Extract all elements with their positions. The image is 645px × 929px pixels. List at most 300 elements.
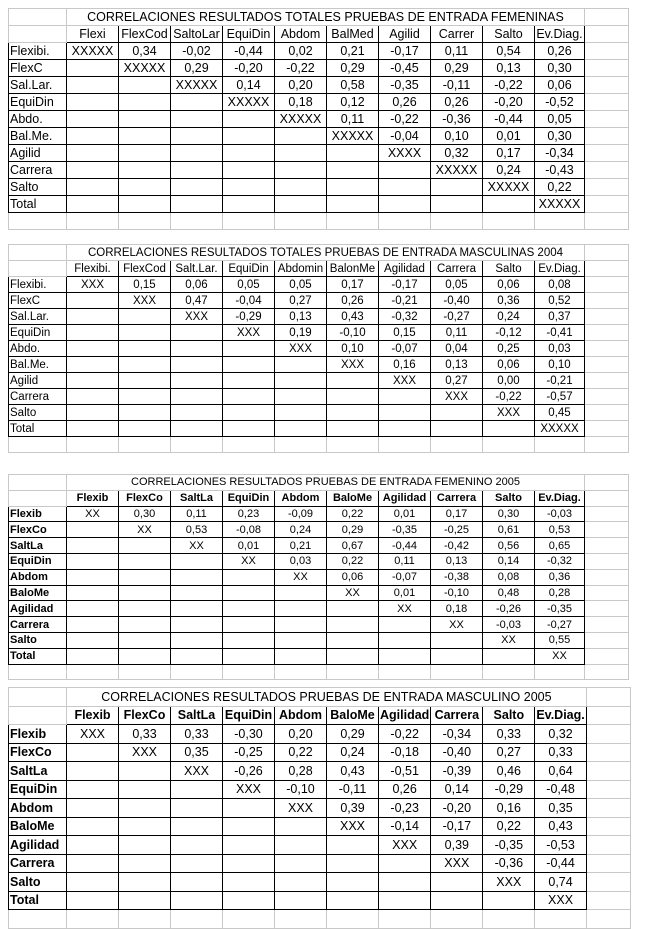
empty-cell[interactable] (586, 743, 630, 762)
correlation-cell[interactable] (431, 179, 483, 196)
correlation-cell[interactable]: 0,06 (483, 277, 535, 293)
column-header[interactable]: SaltoLar (171, 26, 223, 43)
row-label[interactable]: EquiDin (9, 94, 67, 111)
correlation-cell[interactable]: 0,17 (327, 277, 379, 293)
correlation-cell[interactable] (379, 389, 431, 405)
correlation-cell[interactable]: 0,67 (327, 538, 379, 554)
correlation-cell[interactable]: 0,26 (431, 94, 483, 111)
empty-cell[interactable] (275, 437, 327, 453)
diagonal-cell[interactable]: XXXXX (327, 128, 379, 145)
correlation-cell[interactable]: -0,04 (223, 293, 275, 309)
correlation-cell[interactable] (171, 891, 223, 910)
column-header[interactable]: Ev.Diag. (535, 261, 585, 277)
row-label[interactable]: Flexib (9, 725, 67, 744)
correlation-cell[interactable]: -0,10 (327, 325, 379, 341)
column-header[interactable]: Carrera (431, 706, 483, 725)
row-label[interactable]: Abdo. (9, 341, 67, 357)
diagonal-cell[interactable]: XX (171, 538, 223, 554)
correlation-cell[interactable]: 0,22 (535, 179, 585, 196)
correlation-cell[interactable]: 0,39 (431, 836, 483, 855)
correlation-cell[interactable] (67, 389, 119, 405)
row-label[interactable]: Abdom (9, 799, 67, 818)
row-label[interactable]: SaltLa (9, 762, 67, 781)
correlation-cell[interactable]: -0,18 (379, 743, 431, 762)
correlation-cell[interactable] (483, 196, 535, 213)
correlation-cell[interactable]: 0,03 (535, 341, 585, 357)
correlation-cell[interactable]: 0,04 (431, 341, 483, 357)
correlation-cell[interactable] (67, 780, 119, 799)
column-header[interactable]: Agilid (379, 26, 431, 43)
correlation-cell[interactable] (119, 601, 171, 617)
correlation-cell[interactable]: -0,08 (223, 522, 275, 538)
correlation-cell[interactable]: 0,16 (379, 357, 431, 373)
empty-cell[interactable] (431, 664, 483, 680)
correlation-cell[interactable]: -0,22 (275, 60, 327, 77)
correlation-cell[interactable]: 0,29 (327, 725, 379, 744)
correlation-cell[interactable]: -0,57 (535, 389, 585, 405)
column-header[interactable]: SaltLa (171, 706, 223, 725)
correlation-cell[interactable]: 0,13 (431, 357, 483, 373)
correlation-cell[interactable] (431, 196, 483, 213)
correlation-cell[interactable]: 0,17 (431, 506, 483, 522)
correlation-cell[interactable]: -0,27 (431, 309, 483, 325)
empty-cell[interactable] (585, 601, 629, 617)
correlation-cell[interactable]: 0,05 (275, 277, 327, 293)
correlation-cell[interactable] (171, 780, 223, 799)
correlation-cell[interactable] (171, 179, 223, 196)
correlation-cell[interactable] (119, 405, 171, 421)
correlation-cell[interactable] (327, 145, 379, 162)
correlation-cell[interactable]: 0,21 (327, 43, 379, 60)
correlation-cell[interactable]: 0,05 (223, 277, 275, 293)
correlation-cell[interactable]: -0,17 (379, 277, 431, 293)
column-header[interactable]: Carrera (431, 261, 483, 277)
row-label[interactable]: Carrera (9, 854, 67, 873)
diagonal-cell[interactable]: XX (119, 522, 171, 538)
correlation-cell[interactable]: -0,39 (431, 762, 483, 781)
correlation-cell[interactable]: 0,64 (535, 762, 586, 781)
correlation-cell[interactable]: -0,44 (223, 43, 275, 60)
correlation-cell[interactable]: -0,22 (483, 389, 535, 405)
empty-cell[interactable] (586, 706, 630, 725)
correlation-cell[interactable] (119, 77, 171, 94)
correlation-cell[interactable]: 0,46 (483, 762, 535, 781)
diagonal-cell[interactable]: XXXXX (223, 94, 275, 111)
correlation-cell[interactable]: 0,01 (223, 538, 275, 554)
empty-cell[interactable] (9, 437, 67, 453)
correlation-cell[interactable]: -0,41 (535, 325, 585, 341)
correlation-cell[interactable] (223, 145, 275, 162)
empty-cell[interactable] (67, 664, 119, 680)
correlation-cell[interactable] (119, 780, 171, 799)
empty-cell[interactable] (275, 664, 327, 680)
diagonal-cell[interactable]: XX (275, 569, 327, 585)
empty-cell[interactable] (585, 261, 629, 277)
correlation-cell[interactable] (275, 617, 327, 633)
empty-cell[interactable] (9, 664, 67, 680)
correlation-cell[interactable] (379, 162, 431, 179)
correlation-cell[interactable] (379, 873, 431, 892)
correlation-cell[interactable]: 0,30 (483, 506, 535, 522)
correlation-cell[interactable]: 0,35 (171, 743, 223, 762)
correlation-cell[interactable]: -0,45 (379, 60, 431, 77)
empty-cell[interactable] (586, 762, 630, 781)
correlation-cell[interactable]: 0,06 (327, 569, 379, 585)
correlation-cell[interactable]: -0,23 (379, 799, 431, 818)
empty-cell[interactable] (119, 664, 171, 680)
correlation-cell[interactable] (119, 128, 171, 145)
correlation-cell[interactable]: -0,04 (379, 128, 431, 145)
empty-cell[interactable] (585, 421, 629, 437)
correlation-cell[interactable] (67, 891, 119, 910)
diagonal-cell[interactable]: XXX (119, 743, 171, 762)
correlation-cell[interactable]: 0,05 (535, 111, 585, 128)
empty-cell[interactable] (585, 325, 629, 341)
empty-cell[interactable] (586, 891, 630, 910)
empty-cell[interactable] (585, 162, 629, 179)
correlation-cell[interactable] (67, 405, 119, 421)
empty-cell[interactable] (171, 213, 223, 230)
correlation-cell[interactable] (171, 162, 223, 179)
column-header[interactable]: Flexib (67, 490, 119, 506)
correlation-cell[interactable]: 0,13 (275, 309, 327, 325)
row-label[interactable]: Salto (9, 632, 67, 648)
empty-cell[interactable] (585, 617, 629, 633)
row-label[interactable]: Flexibi. (9, 277, 67, 293)
correlation-cell[interactable]: -0,25 (431, 522, 483, 538)
column-header[interactable]: Abdom (275, 706, 327, 725)
correlation-cell[interactable]: 0,33 (119, 725, 171, 744)
column-header[interactable]: EquiDin (223, 26, 275, 43)
empty-cell[interactable] (327, 664, 379, 680)
empty-cell[interactable] (379, 664, 431, 680)
correlation-cell[interactable] (171, 405, 223, 421)
row-label[interactable]: Sal.Lar. (9, 77, 67, 94)
correlation-cell[interactable]: -0,44 (535, 854, 586, 873)
correlation-cell[interactable] (171, 601, 223, 617)
empty-cell[interactable] (483, 437, 535, 453)
row-label[interactable]: Flexibi. (9, 43, 67, 60)
correlation-cell[interactable]: 0,10 (327, 341, 379, 357)
correlation-cell[interactable] (171, 817, 223, 836)
correlation-cell[interactable] (119, 617, 171, 633)
correlation-cell[interactable]: -0,26 (223, 762, 275, 781)
column-header[interactable]: FlexCo (119, 706, 171, 725)
correlation-cell[interactable] (327, 373, 379, 389)
row-label[interactable]: Sal.Lar. (9, 309, 67, 325)
empty-cell[interactable] (9, 261, 67, 277)
correlation-cell[interactable]: -0,20 (431, 799, 483, 818)
correlation-cell[interactable] (67, 421, 119, 437)
empty-cell[interactable] (585, 357, 629, 373)
correlation-cell[interactable]: -0,03 (483, 617, 535, 633)
correlation-cell[interactable] (223, 128, 275, 145)
empty-cell[interactable] (585, 43, 629, 60)
correlation-cell[interactable]: -0,44 (379, 538, 431, 554)
correlation-cell[interactable] (119, 309, 171, 325)
empty-cell[interactable] (585, 341, 629, 357)
empty-cell[interactable] (585, 490, 629, 506)
correlation-cell[interactable]: -0,52 (535, 94, 585, 111)
correlation-cell[interactable]: 0,14 (483, 553, 535, 569)
correlation-cell[interactable] (67, 854, 119, 873)
correlation-cell[interactable] (327, 179, 379, 196)
correlation-cell[interactable] (327, 836, 379, 855)
correlation-cell[interactable] (171, 128, 223, 145)
empty-cell[interactable] (171, 910, 223, 929)
correlation-cell[interactable] (67, 569, 119, 585)
empty-cell[interactable] (585, 373, 629, 389)
correlation-cell[interactable]: -0,30 (223, 725, 275, 744)
correlation-cell[interactable] (171, 632, 223, 648)
row-label[interactable]: Total (9, 421, 67, 437)
correlation-cell[interactable]: -0,07 (379, 341, 431, 357)
correlation-cell[interactable] (275, 817, 327, 836)
correlation-cell[interactable]: 0,53 (535, 522, 585, 538)
correlation-cell[interactable] (275, 891, 327, 910)
empty-cell[interactable] (585, 475, 629, 491)
correlation-cell[interactable] (67, 817, 119, 836)
column-header[interactable]: Ev.Diag. (535, 706, 586, 725)
correlation-cell[interactable] (171, 553, 223, 569)
correlation-cell[interactable]: 0,20 (275, 77, 327, 94)
column-header[interactable]: Abdom (275, 26, 327, 43)
row-label[interactable]: Agilid (9, 145, 67, 162)
correlation-cell[interactable]: -0,29 (223, 309, 275, 325)
correlation-cell[interactable]: -0,51 (379, 762, 431, 781)
correlation-cell[interactable]: -0,48 (535, 780, 586, 799)
column-header[interactable]: FlexCod (119, 261, 171, 277)
correlation-cell[interactable]: 0,14 (431, 780, 483, 799)
column-header[interactable]: Flexi (67, 26, 119, 43)
correlation-cell[interactable] (275, 389, 327, 405)
correlation-cell[interactable] (119, 854, 171, 873)
correlation-cell[interactable]: 0,27 (483, 743, 535, 762)
empty-cell[interactable] (223, 213, 275, 230)
correlation-cell[interactable] (67, 325, 119, 341)
empty-cell[interactable] (585, 437, 629, 453)
correlation-cell[interactable]: -0,10 (431, 585, 483, 601)
correlation-cell[interactable] (171, 94, 223, 111)
correlation-cell[interactable]: -0,35 (535, 601, 585, 617)
row-label[interactable]: FlexCo (9, 522, 67, 538)
empty-cell[interactable] (327, 910, 379, 929)
correlation-cell[interactable]: -0,40 (431, 293, 483, 309)
correlation-cell[interactable] (379, 648, 431, 664)
correlation-cell[interactable] (119, 891, 171, 910)
empty-cell[interactable] (585, 77, 629, 94)
correlation-cell[interactable]: 0,27 (431, 373, 483, 389)
correlation-cell[interactable]: 0,56 (483, 538, 535, 554)
correlation-cell[interactable] (223, 357, 275, 373)
diagonal-cell[interactable]: XXX (379, 373, 431, 389)
correlation-cell[interactable]: -0,42 (431, 538, 483, 554)
correlation-cell[interactable] (223, 648, 275, 664)
empty-cell[interactable] (585, 569, 629, 585)
correlation-cell[interactable] (223, 836, 275, 855)
column-header[interactable]: Flexibi. (67, 261, 119, 277)
correlation-cell[interactable]: 0,33 (483, 725, 535, 744)
empty-cell[interactable] (327, 437, 379, 453)
correlation-cell[interactable]: -0,22 (483, 77, 535, 94)
row-label[interactable]: Salto (9, 405, 67, 421)
column-header[interactable]: BaloMe (327, 706, 379, 725)
correlation-cell[interactable]: 0,13 (483, 60, 535, 77)
diagonal-cell[interactable]: XXX (223, 780, 275, 799)
correlation-cell[interactable]: 0,32 (431, 145, 483, 162)
column-header[interactable]: EquiDin (223, 261, 275, 277)
correlation-cell[interactable]: 0,37 (535, 309, 585, 325)
correlation-cell[interactable] (275, 179, 327, 196)
empty-cell[interactable] (585, 277, 629, 293)
correlation-cell[interactable] (275, 145, 327, 162)
correlation-cell[interactable] (119, 357, 171, 373)
correlation-cell[interactable] (327, 196, 379, 213)
empty-cell[interactable] (585, 145, 629, 162)
correlation-cell[interactable] (119, 389, 171, 405)
empty-cell[interactable] (67, 910, 119, 929)
correlation-cell[interactable]: -0,22 (379, 725, 431, 744)
correlation-cell[interactable]: 0,01 (379, 585, 431, 601)
empty-cell[interactable] (586, 725, 630, 744)
row-label[interactable]: Flexib (9, 506, 67, 522)
correlation-cell[interactable] (275, 405, 327, 421)
correlation-cell[interactable]: 0,21 (275, 538, 327, 554)
correlation-cell[interactable]: 0,65 (535, 538, 585, 554)
empty-cell[interactable] (586, 836, 630, 855)
empty-cell[interactable] (585, 94, 629, 111)
empty-cell[interactable] (275, 213, 327, 230)
empty-cell[interactable] (585, 522, 629, 538)
diagonal-cell[interactable]: XX (431, 617, 483, 633)
correlation-cell[interactable] (67, 617, 119, 633)
correlation-cell[interactable] (275, 128, 327, 145)
correlation-cell[interactable] (431, 405, 483, 421)
correlation-cell[interactable] (327, 873, 379, 892)
empty-cell[interactable] (585, 179, 629, 196)
row-label[interactable]: FlexC (9, 60, 67, 77)
correlation-cell[interactable] (67, 601, 119, 617)
column-header[interactable]: Flexib (67, 706, 119, 725)
column-header[interactable]: BalonMe (327, 261, 379, 277)
correlation-cell[interactable]: -0,03 (535, 506, 585, 522)
diagonal-cell[interactable]: XX (223, 553, 275, 569)
correlation-cell[interactable] (223, 891, 275, 910)
empty-cell[interactable] (483, 910, 535, 929)
correlation-cell[interactable] (223, 632, 275, 648)
correlation-cell[interactable] (171, 373, 223, 389)
correlation-cell[interactable]: -0,20 (223, 60, 275, 77)
empty-cell[interactable] (327, 213, 379, 230)
correlation-cell[interactable] (119, 162, 171, 179)
correlation-cell[interactable]: -0,17 (379, 43, 431, 60)
empty-cell[interactable] (379, 213, 431, 230)
correlation-cell[interactable] (379, 196, 431, 213)
correlation-cell[interactable]: -0,34 (535, 145, 585, 162)
correlation-cell[interactable] (67, 145, 119, 162)
empty-cell[interactable] (483, 213, 535, 230)
correlation-cell[interactable]: 0,06 (535, 77, 585, 94)
correlation-cell[interactable]: 0,10 (431, 128, 483, 145)
correlation-cell[interactable]: 0,01 (379, 506, 431, 522)
row-label[interactable]: FlexC (9, 293, 67, 309)
correlation-cell[interactable]: 0,34 (119, 43, 171, 60)
diagonal-cell[interactable]: XXX (119, 293, 171, 309)
column-header[interactable]: Abdomin (275, 261, 327, 277)
correlation-cell[interactable] (327, 854, 379, 873)
correlation-cell[interactable] (275, 357, 327, 373)
correlation-cell[interactable] (67, 196, 119, 213)
correlation-cell[interactable]: -0,12 (483, 325, 535, 341)
correlation-cell[interactable] (171, 617, 223, 633)
correlation-cell[interactable]: 0,43 (327, 309, 379, 325)
correlation-cell[interactable]: 0,26 (379, 94, 431, 111)
correlation-cell[interactable]: 0,39 (327, 799, 379, 818)
correlation-cell[interactable]: 0,36 (535, 569, 585, 585)
correlation-cell[interactable] (327, 389, 379, 405)
correlation-cell[interactable]: 0,24 (327, 743, 379, 762)
correlation-cell[interactable] (223, 817, 275, 836)
empty-cell[interactable] (585, 389, 629, 405)
correlation-cell[interactable]: 0,26 (327, 293, 379, 309)
correlation-cell[interactable]: -0,40 (431, 743, 483, 762)
correlation-cell[interactable]: 0,30 (535, 60, 585, 77)
empty-cell[interactable] (585, 9, 629, 26)
row-label[interactable]: SaltLa (9, 538, 67, 554)
empty-cell[interactable] (9, 490, 67, 506)
empty-cell[interactable] (223, 664, 275, 680)
correlation-cell[interactable] (275, 162, 327, 179)
correlation-cell[interactable] (327, 617, 379, 633)
diagonal-cell[interactable]: XXX (483, 873, 535, 892)
correlation-cell[interactable]: -0,43 (535, 162, 585, 179)
row-label[interactable]: Total (9, 196, 67, 213)
correlation-cell[interactable]: -0,36 (431, 111, 483, 128)
correlation-cell[interactable]: -0,35 (379, 77, 431, 94)
correlation-cell[interactable] (379, 421, 431, 437)
correlation-cell[interactable] (275, 601, 327, 617)
empty-cell[interactable] (586, 873, 630, 892)
empty-cell[interactable] (585, 405, 629, 421)
correlation-cell[interactable]: 0,54 (483, 43, 535, 60)
empty-cell[interactable] (9, 688, 67, 707)
correlation-cell[interactable]: 0,29 (327, 522, 379, 538)
empty-cell[interactable] (586, 910, 630, 929)
column-header[interactable]: Ev.Diag. (536, 27, 583, 41)
correlation-cell[interactable] (171, 799, 223, 818)
row-label[interactable]: Carrera (9, 162, 67, 179)
diagonal-cell[interactable]: XXX (67, 277, 119, 293)
correlation-cell[interactable]: 0,11 (431, 325, 483, 341)
correlation-cell[interactable] (171, 854, 223, 873)
correlation-cell[interactable]: 0,30 (119, 506, 171, 522)
correlation-cell[interactable]: 0,43 (327, 762, 379, 781)
diagonal-cell[interactable]: XX (67, 506, 119, 522)
empty-cell[interactable] (483, 664, 535, 680)
empty-cell[interactable] (586, 854, 630, 873)
correlation-cell[interactable]: -0,35 (483, 836, 535, 855)
correlation-cell[interactable] (119, 553, 171, 569)
correlation-cell[interactable] (327, 648, 379, 664)
row-label[interactable]: BaloMe (9, 817, 67, 836)
correlation-cell[interactable] (327, 421, 379, 437)
correlation-cell[interactable] (119, 325, 171, 341)
correlation-cell[interactable] (275, 421, 327, 437)
row-label[interactable]: Agilidad (9, 836, 67, 855)
correlation-cell[interactable] (67, 341, 119, 357)
empty-cell[interactable] (585, 111, 629, 128)
diagonal-cell[interactable]: XXXXX (483, 179, 535, 196)
